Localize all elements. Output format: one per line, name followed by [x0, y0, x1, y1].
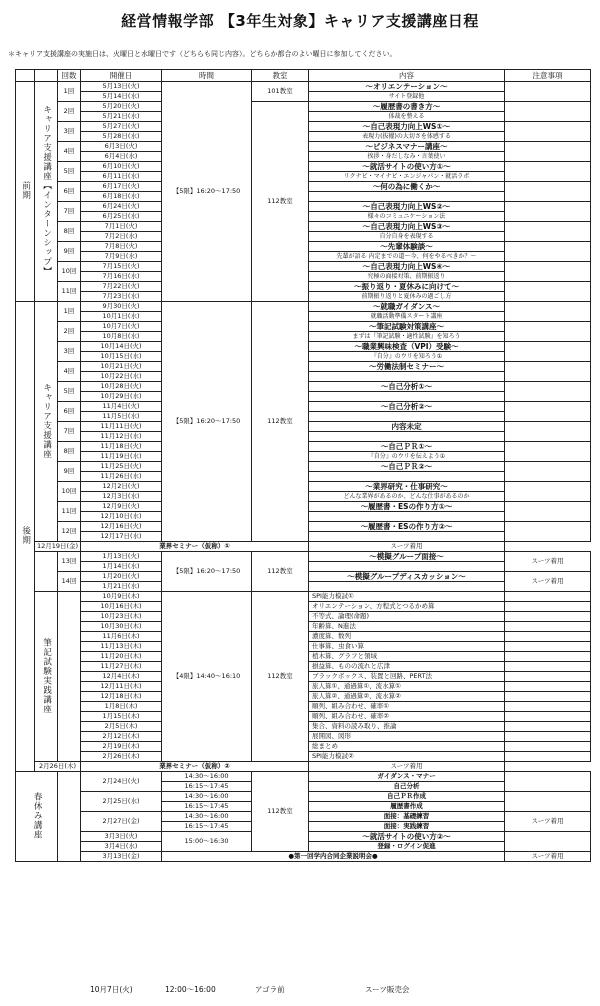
- haru-date: 2月27日(金): [81, 812, 162, 832]
- period-zenki: [16, 82, 35, 302]
- table-row: [16, 772, 591, 782]
- haru-date: 2月24日(火): [81, 772, 162, 792]
- content-detail: [309, 412, 505, 422]
- series-blank: [35, 552, 58, 592]
- content-detail: [309, 192, 505, 202]
- seminar2-content: 業界セミナー（仮称）②: [81, 762, 309, 772]
- note-cell: [505, 302, 591, 322]
- haru-content2: 面接：実践練習: [309, 822, 505, 832]
- note-cell: [505, 742, 591, 752]
- session-number: 3回: [58, 122, 81, 142]
- note-cell: [505, 322, 591, 342]
- footer-time: 12:00～16:00: [165, 985, 216, 994]
- content-title: ～自己表現力向上WS①～: [309, 122, 505, 132]
- note-cell: [505, 692, 591, 702]
- content-detail: 『自分』のウリを知ろう①: [309, 352, 505, 362]
- content-detail: [309, 582, 505, 592]
- date-wednesday: 1月14日(水): [81, 562, 162, 572]
- content-detail: 体裁を整える: [309, 112, 505, 122]
- hikki-content: 集合、資料の読み取り、推論: [309, 722, 505, 732]
- note-cell: [505, 642, 591, 652]
- hikki-content: 順列、組み合わせ、確率②: [309, 712, 505, 722]
- date-wednesday: 5月14日(水): [81, 92, 162, 102]
- hikki-date: 11月27日(木): [81, 662, 162, 672]
- date-wednesday: 10月1日(水): [81, 312, 162, 322]
- date-tuesday: 12月16日(火): [81, 522, 162, 532]
- header-date: 開催日: [81, 70, 162, 82]
- header-note: 注意事項: [505, 70, 591, 82]
- period-kouki: [16, 302, 35, 772]
- hikki-date: 2月26日(木): [81, 752, 162, 762]
- content-title: 内容未定: [309, 422, 505, 432]
- page-title: 経営情報学部 【3年生対象】キャリア支援講座日程: [121, 12, 479, 30]
- session-number: 1回: [58, 82, 81, 102]
- date-tuesday: 10月14日(火): [81, 342, 162, 352]
- note-cell: [505, 832, 591, 852]
- content-title: ～職業興味検査（VPI）受験～: [309, 342, 505, 352]
- content-title: ～労働法制セミナー～: [309, 362, 505, 372]
- hikki-content: 展開図、図形: [309, 732, 505, 742]
- room-112: 112教室: [252, 302, 309, 542]
- note-cell: [505, 612, 591, 622]
- haru-content1: ガイダンス・マナー: [309, 772, 505, 782]
- time-5gen: 【5限】16:20～17:50: [162, 552, 252, 592]
- room-112: 112教室: [252, 592, 309, 762]
- table-row: [16, 552, 591, 562]
- date-tuesday: 11月4日(火): [81, 402, 162, 412]
- final-date: 3月13日(金): [81, 852, 162, 862]
- content-detail: リクナビ・マイナビ・エンジャパン・就活ラボ: [309, 172, 505, 182]
- note-cell: [505, 722, 591, 732]
- date-tuesday: 7月15日(火): [81, 262, 162, 272]
- hikki-content: 損益算、ものの流れと広津: [309, 662, 505, 672]
- hikki-date: 2月19日(木): [81, 742, 162, 752]
- session-number: 11回: [58, 282, 81, 302]
- hikki-content: SPI能力模試①: [309, 592, 505, 602]
- content-detail: まずは『筆記試験・適性試験』を知ろう: [309, 332, 505, 342]
- date-tuesday: 7月8日(火): [81, 242, 162, 252]
- content-detail: どんな業界があるのか、どんな仕事があるのか: [309, 492, 505, 502]
- haru-content-detail: 登録・ログイン促進: [309, 842, 505, 852]
- header-blank: [35, 70, 58, 82]
- date-wednesday: 7月2日(水): [81, 232, 162, 242]
- period-zenki-text: 前期: [20, 181, 31, 200]
- content-title: ～オリエンテーション～: [309, 82, 505, 92]
- date-wednesday: 5月21日(水): [81, 112, 162, 122]
- table-row: [16, 302, 591, 312]
- haru-content1: 面接：基礎練習: [309, 812, 505, 822]
- session-number: 1回: [58, 302, 81, 322]
- table-row: [16, 542, 591, 552]
- date-tuesday: 5月13日(火): [81, 82, 162, 92]
- note-cell: [505, 712, 591, 722]
- note-cell: [505, 362, 591, 382]
- content-detail: [309, 392, 505, 402]
- seminar1-content: 業界セミナー（仮称）①: [81, 542, 309, 552]
- hikki-content: 濃度算、数列: [309, 632, 505, 642]
- content-title: ～自己表現力向上WS②～: [309, 202, 505, 212]
- hikki-content: 年齢算、N進法: [309, 622, 505, 632]
- haru-content2: 履歴書作成: [309, 802, 505, 812]
- hikki-date: 11月13日(木): [81, 642, 162, 652]
- hikki-content: 仕事算、虫食い算: [309, 642, 505, 652]
- date-tuesday: 6月24日(火): [81, 202, 162, 212]
- content-title: ～筆記試験対策講座～: [309, 322, 505, 332]
- content-title: ～業界研究・仕事研究～: [309, 482, 505, 492]
- content-detail: 挨拶・身だしなみ・言葉使い: [309, 152, 505, 162]
- haru-note: [505, 792, 591, 812]
- content-title: ～履歴書・ESの作り方②～: [309, 522, 505, 532]
- room-112: 112教室: [252, 552, 309, 592]
- session-number: 7回: [58, 422, 81, 442]
- date-tuesday: 9月30日(火): [81, 302, 162, 312]
- haru-content-title: ～就活サイトの使い方②～: [309, 832, 505, 842]
- note-cell: [505, 592, 591, 602]
- hikki-date: 2月12日(木): [81, 732, 162, 742]
- date-wednesday: 11月26日(水): [81, 472, 162, 482]
- note-cell: [505, 732, 591, 742]
- hikki-content: 総まとめ: [309, 742, 505, 752]
- note-cell: [505, 622, 591, 632]
- date-wednesday: 5月28日(水): [81, 132, 162, 142]
- content-title: ～何の為に働くか～: [309, 182, 505, 192]
- period-kouki-text: 後期: [20, 526, 31, 545]
- final-content: ●第一回学内合同企業説明会●: [162, 852, 505, 862]
- content-detail: 『自分』のウリを伝えよう①: [309, 452, 505, 462]
- note-cell: [505, 342, 591, 362]
- content-title: ～就職ガイダンス～: [309, 302, 505, 312]
- header-row: [16, 70, 591, 82]
- haru-date-tue: 3月3日(火): [81, 832, 162, 842]
- date-tuesday: 12月9日(火): [81, 502, 162, 512]
- hikki-date: 12月4日(木): [81, 672, 162, 682]
- content-detail: 表現力(抜擢)の大切さを体感する: [309, 132, 505, 142]
- note-cell: [505, 502, 591, 522]
- hikki-date: 11月20日(木): [81, 652, 162, 662]
- content-title: ～自己分析①～: [309, 382, 505, 392]
- note-cell: [505, 602, 591, 612]
- haru-note: [505, 772, 591, 792]
- series-haru: [16, 772, 58, 862]
- date-tuesday: 7月22日(火): [81, 282, 162, 292]
- final-note: スーツ着用: [505, 852, 591, 862]
- date-wednesday: 11月19日(水): [81, 452, 162, 462]
- date-wednesday: 12月10日(水): [81, 512, 162, 522]
- note-cell: [505, 202, 591, 222]
- content-detail: 就職活動準備スタート講座: [309, 312, 505, 322]
- date-tuesday: 11月11日(火): [81, 422, 162, 432]
- series-hikki-text: 筆記試験実践講座: [41, 637, 52, 714]
- session-number: 11回: [58, 502, 81, 522]
- seminar1-note: スーツ着用: [309, 542, 505, 552]
- hikki-date: 12月18日(木): [81, 692, 162, 702]
- schedule-table: [15, 69, 591, 862]
- haru-time2: 16:15～17:45: [162, 822, 252, 832]
- haru-content1: 自己ＰＲ作成: [309, 792, 505, 802]
- footer-content: スーツ販売会: [365, 985, 410, 994]
- session-number: 6回: [58, 182, 81, 202]
- session-number: 8回: [58, 442, 81, 462]
- content-title: ～自己ＰＲ①～: [309, 442, 505, 452]
- date-wednesday: 6月25日(水): [81, 212, 162, 222]
- hikki-date: 12月11日(木): [81, 682, 162, 692]
- session-number: 9回: [58, 462, 81, 482]
- note-cell: [505, 702, 591, 712]
- content-title: ～振り返り・夏休みに向けて～: [309, 282, 505, 292]
- date-wednesday: 10月15日(水): [81, 352, 162, 362]
- date-wednesday: 10月22日(水): [81, 372, 162, 382]
- haru-time1: 14:30～16:00: [162, 772, 252, 782]
- hikki-content: SPI能力模試②: [309, 752, 505, 762]
- date-tuesday: 5月27日(火): [81, 122, 162, 132]
- room-112: 112教室: [252, 772, 309, 852]
- content-title: ～自己表現力向上WS④～: [309, 262, 505, 272]
- header-room: 教室: [252, 70, 309, 82]
- date-wednesday: 7月9日(水): [81, 252, 162, 262]
- content-detail: 前期振り返りと夏休みの過ごし方: [309, 292, 505, 302]
- content-detail: [309, 512, 505, 522]
- content-title: ～模擬グループ面接～: [309, 552, 505, 562]
- date-tuesday: 1月20日(火): [81, 572, 162, 582]
- date-wednesday: 6月4日(水): [81, 152, 162, 162]
- date-tuesday: 11月18日(火): [81, 442, 162, 452]
- session-number: 4回: [58, 362, 81, 382]
- note-cell: [505, 482, 591, 502]
- session-number: 3回: [58, 342, 81, 362]
- date-tuesday: 10月7日(火): [81, 322, 162, 332]
- content-title: ～履歴書・ESの作り方①～: [309, 502, 505, 512]
- haru-time2: 16:15～17:45: [162, 782, 252, 792]
- time-4gen: 【4限】14:40～16:10: [162, 592, 252, 762]
- note-cell: [505, 102, 591, 122]
- content-detail: 先輩が語る 内定までの道～今、何をやるべきか？～: [309, 252, 505, 262]
- note-cell: [505, 422, 591, 442]
- note-cell: [505, 672, 591, 682]
- session-number: 10回: [58, 262, 81, 282]
- hikki-date: 1月8日(木): [81, 702, 162, 712]
- date-wednesday: 6月18日(水): [81, 192, 162, 202]
- room-112: 112教室: [252, 102, 309, 302]
- series-internship: [35, 82, 58, 302]
- note-cell: [505, 662, 591, 672]
- date-tuesday: 6月3日(火): [81, 142, 162, 152]
- hikki-date: 10月16日(木): [81, 602, 162, 612]
- content-detail: [309, 562, 505, 572]
- session-number: 5回: [58, 382, 81, 402]
- date-wednesday: 11月5日(水): [81, 412, 162, 422]
- note-cell: [505, 282, 591, 302]
- date-tuesday: 7月1日(火): [81, 222, 162, 232]
- series-hikki: [35, 592, 58, 762]
- count-blank: [58, 592, 81, 762]
- header-blank: [16, 70, 35, 82]
- hikki-date: 10月23日(木): [81, 612, 162, 622]
- footer-date: 10月7日(火): [90, 985, 133, 994]
- content-detail: 様々のコミュニケーション法: [309, 212, 505, 222]
- note-cell: スーツ着用: [505, 552, 591, 572]
- haru-time1: 14:30～16:00: [162, 792, 252, 802]
- note-cell: [505, 382, 591, 402]
- date-wednesday: 1月21日(水): [81, 582, 162, 592]
- haru-note: スーツ着用: [505, 812, 591, 832]
- hikki-content: 不等式、論理(命題): [309, 612, 505, 622]
- content-title: ～ビジネスマナー講座～: [309, 142, 505, 152]
- note-cell: [505, 242, 591, 262]
- note-cell: [505, 402, 591, 422]
- session-number: 7回: [58, 202, 81, 222]
- note-cell: [505, 162, 591, 182]
- session-number: 4回: [58, 142, 81, 162]
- note-cell: [505, 752, 591, 762]
- seminar1-date: 12月19日(金): [35, 542, 81, 552]
- session-number: 14回: [58, 572, 81, 592]
- hikki-date: 10月30日(木): [81, 622, 162, 632]
- time-5gen: 【5限】16:20～17:50: [162, 82, 252, 302]
- note-cell: [505, 522, 591, 542]
- series-career: [35, 302, 58, 542]
- content-detail: 究極の面接対策、前期振返り: [309, 272, 505, 282]
- table-row: [16, 592, 591, 602]
- date-tuesday: 10月21日(火): [81, 362, 162, 372]
- haru-date-wed: 3月4日(水): [81, 842, 162, 852]
- schedule-note: ＊キャリア支援講座の実施日は、火曜日と水曜日です（どちらも同じ内容）。どちらか都合のよい曜日に参加してください。: [8, 50, 397, 58]
- note-cell: [505, 262, 591, 282]
- date-tuesday: 6月10日(火): [81, 162, 162, 172]
- seminar2-note: スーツ着用: [309, 762, 505, 772]
- date-tuesday: 6月17日(火): [81, 182, 162, 192]
- haru-time1: 14:30～16:00: [162, 812, 252, 822]
- table-row: [16, 82, 591, 92]
- session-number: 5回: [58, 162, 81, 182]
- session-number: 2回: [58, 102, 81, 122]
- date-wednesday: 12月3日(水): [81, 492, 162, 502]
- note-cell: スーツ着用: [505, 572, 591, 592]
- content-title: ～自己表現力向上WS③～: [309, 222, 505, 232]
- session-number: 2回: [58, 322, 81, 342]
- footer-place: アゴラ前: [255, 985, 285, 994]
- date-tuesday: 11月25日(火): [81, 462, 162, 472]
- date-tuesday: 12月2日(火): [81, 482, 162, 492]
- header-time: 時間: [162, 70, 252, 82]
- session-number: 12回: [58, 522, 81, 542]
- date-wednesday: 10月29日(水): [81, 392, 162, 402]
- haru-time2: 16:15～17:45: [162, 802, 252, 812]
- content-detail: [309, 472, 505, 482]
- session-number: 8回: [58, 222, 81, 242]
- session-number: 13回: [58, 552, 81, 572]
- table-row: [16, 852, 591, 862]
- note-cell: [505, 682, 591, 692]
- note-cell: [505, 652, 591, 662]
- session-number: 10回: [58, 482, 81, 502]
- date-wednesday: 11月12日(水): [81, 432, 162, 442]
- date-wednesday: 10月8日(水): [81, 332, 162, 342]
- session-number: 6回: [58, 402, 81, 422]
- header-content: 内容: [309, 70, 505, 82]
- content-title: ～就活サイトの使い方①～: [309, 162, 505, 172]
- time-5gen: 【5限】16:20～17:50: [162, 302, 252, 542]
- count-blank: [58, 772, 81, 862]
- hikki-date: 11月6日(木): [81, 632, 162, 642]
- note-cell: [505, 442, 591, 462]
- note-cell: [505, 632, 591, 642]
- hikki-date: 1月15日(木): [81, 712, 162, 722]
- content-title: ～自己分析②～: [309, 402, 505, 412]
- content-title: ～模擬グループディスカッション～: [309, 572, 505, 582]
- date-wednesday: 6月11日(水): [81, 172, 162, 182]
- hikki-date: 10月9日(木): [81, 592, 162, 602]
- table-row: [16, 762, 591, 772]
- room-101: 101教室: [252, 82, 309, 102]
- haru-date: 2月25日(水): [81, 792, 162, 812]
- header-count: 回数: [58, 70, 81, 82]
- haru-time: 15:00～16:30: [162, 832, 252, 852]
- note-cell: [505, 82, 591, 102]
- content-detail: [309, 372, 505, 382]
- content-detail: サイト登録他: [309, 92, 505, 102]
- note-cell: [505, 222, 591, 242]
- content-title: ～履歴書の書き方～: [309, 102, 505, 112]
- hikki-date: 2月5日(木): [81, 722, 162, 732]
- date-wednesday: 12月17日(水): [81, 532, 162, 542]
- hikki-content: 順列、組み合わせ、確率①: [309, 702, 505, 712]
- content-title: ～自己ＰＲ②～: [309, 462, 505, 472]
- hikki-content: 植木算、グラフと領域: [309, 652, 505, 662]
- note-cell: [505, 142, 591, 162]
- content-detail: [309, 532, 505, 542]
- content-title: ～先輩体験談～: [309, 242, 505, 252]
- content-detail: [309, 432, 505, 442]
- note-cell: [505, 122, 591, 142]
- table-row: [16, 102, 591, 112]
- date-tuesday: 10月28日(火): [81, 382, 162, 392]
- hikki-content: オリエンテーション、方程式とつるかめ算: [309, 602, 505, 612]
- haru-content2: 自己分析: [309, 782, 505, 792]
- hikki-content: 旅人算②、通過算②、流水算②: [309, 692, 505, 702]
- session-number: 9回: [58, 242, 81, 262]
- series-internship-text: キャリア支援講座【インターンシップ】: [41, 105, 52, 277]
- content-detail: 自分自身を表現する: [309, 232, 505, 242]
- note-cell: [505, 462, 591, 482]
- note-cell: [505, 182, 591, 202]
- hikki-content: ブラックボックス、装置と回路、PERT法: [309, 672, 505, 682]
- series-haru-text: 春休み講座: [32, 792, 43, 840]
- series-career-text: キャリア支援講座: [41, 382, 52, 459]
- date-wednesday: 7月16日(水): [81, 272, 162, 282]
- date-tuesday: 5月20日(火): [81, 102, 162, 112]
- date-tuesday: 1月13日(火): [81, 552, 162, 562]
- date-wednesday: 7月23日(水): [81, 292, 162, 302]
- hikki-content: 旅人算①、通過算①、流水算①: [309, 682, 505, 692]
- seminar2-date: 2月26日(木): [35, 762, 81, 772]
